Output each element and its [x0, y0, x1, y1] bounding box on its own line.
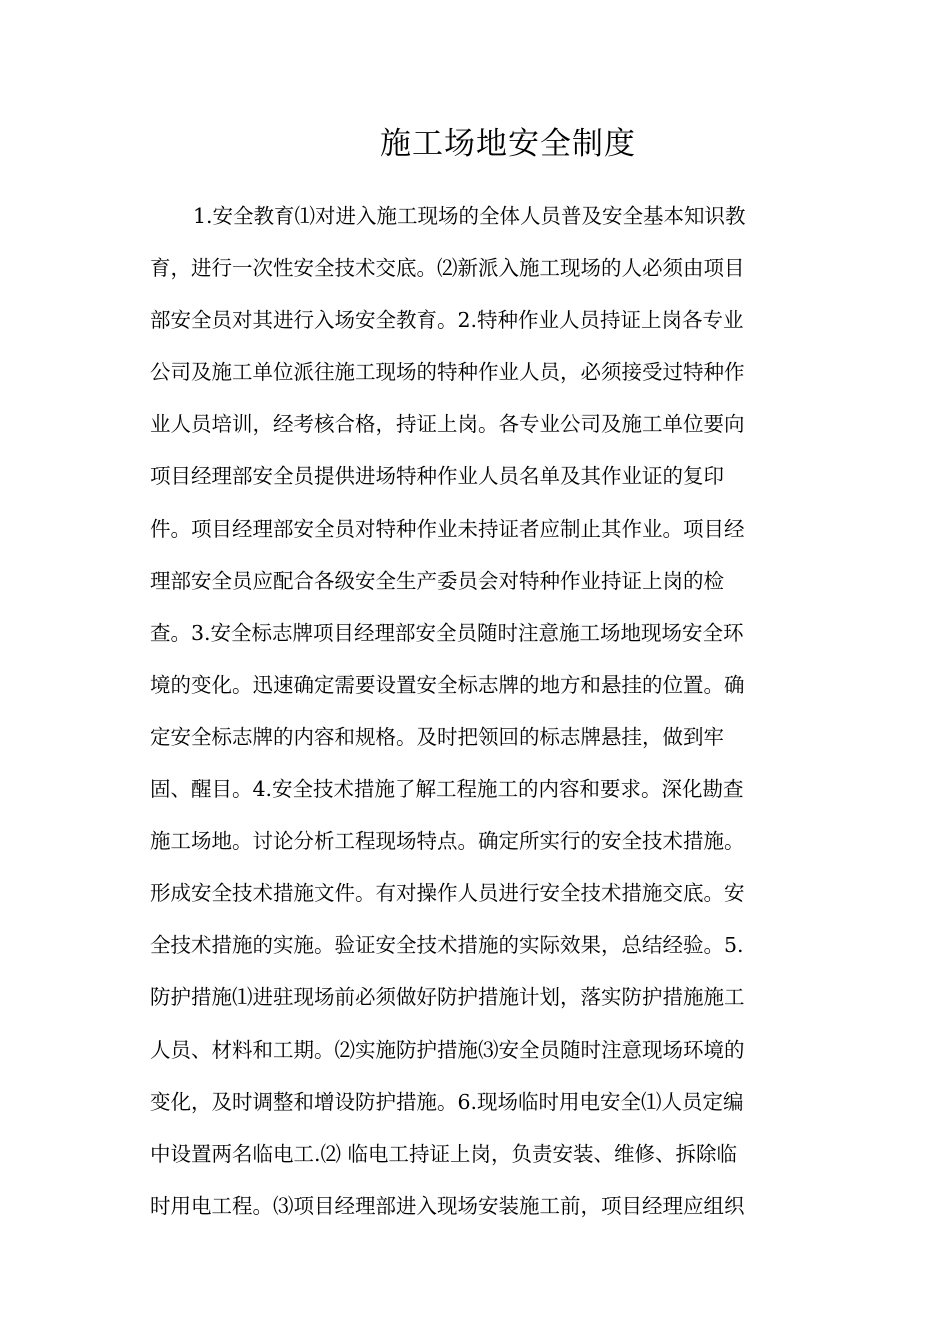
- body-line: 定安全标志牌的内容和规格。及时把领回的标志牌悬挂，做到牢: [150, 724, 724, 749]
- body-line: 件。项目经理部安全员对特种作业未持证者应制止其作业。项目经: [150, 516, 745, 541]
- body-line: 部安全员对其进行入场安全教育。2.特种作业人员持证上岗各专业: [150, 308, 744, 333]
- body-line: 公司及施工单位派往施工现场的特种作业人员，必须接受过特种作: [150, 360, 745, 385]
- body-line: 形成安全技术措施文件。有对操作人员进行安全技术措施交底。安: [150, 881, 745, 906]
- body-line: 理部安全员应配合各级安全生产委员会对特种作业持证上岗的检: [150, 568, 724, 593]
- document-title: 施工场地安全制度: [380, 126, 636, 162]
- body-line: 查。3.安全标志牌项目经理部安全员随时注意施工场地现场安全环: [150, 620, 744, 645]
- body-line: 固、醒目。4.安全技术措施了解工程施工的内容和要求。深化勘查: [150, 777, 744, 802]
- body-line: 境的变化。迅速确定需要设置安全标志牌的地方和悬挂的位置。确: [150, 672, 745, 697]
- body-line: 1.安全教育⑴对进入施工现场的全体人员普及安全基本知识教: [193, 204, 746, 228]
- body-line: 项目经理部安全员提供进场特种作业人员名单及其作业证的复印: [150, 464, 724, 489]
- body-line: 防护措施⑴进驻现场前必须做好防护措施计划，落实防护措施施工: [150, 985, 745, 1010]
- body-line: 时用电工程。⑶项目经理部进入现场安装施工前，项目经理应组织: [150, 1193, 745, 1218]
- body-line: 变化，及时调整和增设防护措施。6.现场临时用电安全⑴人员定编: [150, 1089, 744, 1114]
- body-line: 施工场地。讨论分析工程现场特点。确定所实行的安全技术措施。: [150, 829, 745, 854]
- document-body: [150, 190, 810, 1232]
- body-line: 育，进行一次性安全技术交底。⑵新派入施工现场的人必须由项目: [150, 256, 745, 281]
- body-line: 全技术措施的实施。验证安全技术措施的实际效果，总结经验。5.: [150, 933, 744, 958]
- body-line: 中设置两名临电工.⑵ 临电工持证上岗，负责安装、维修、拆除临: [150, 1141, 738, 1166]
- body-line: 人员、材料和工期。⑵实施防护措施⑶安全员随时注意现场环境的: [150, 1037, 745, 1062]
- body-line: 业人员培训，经考核合格，持证上岗。各专业公司及施工单位要向: [150, 412, 745, 437]
